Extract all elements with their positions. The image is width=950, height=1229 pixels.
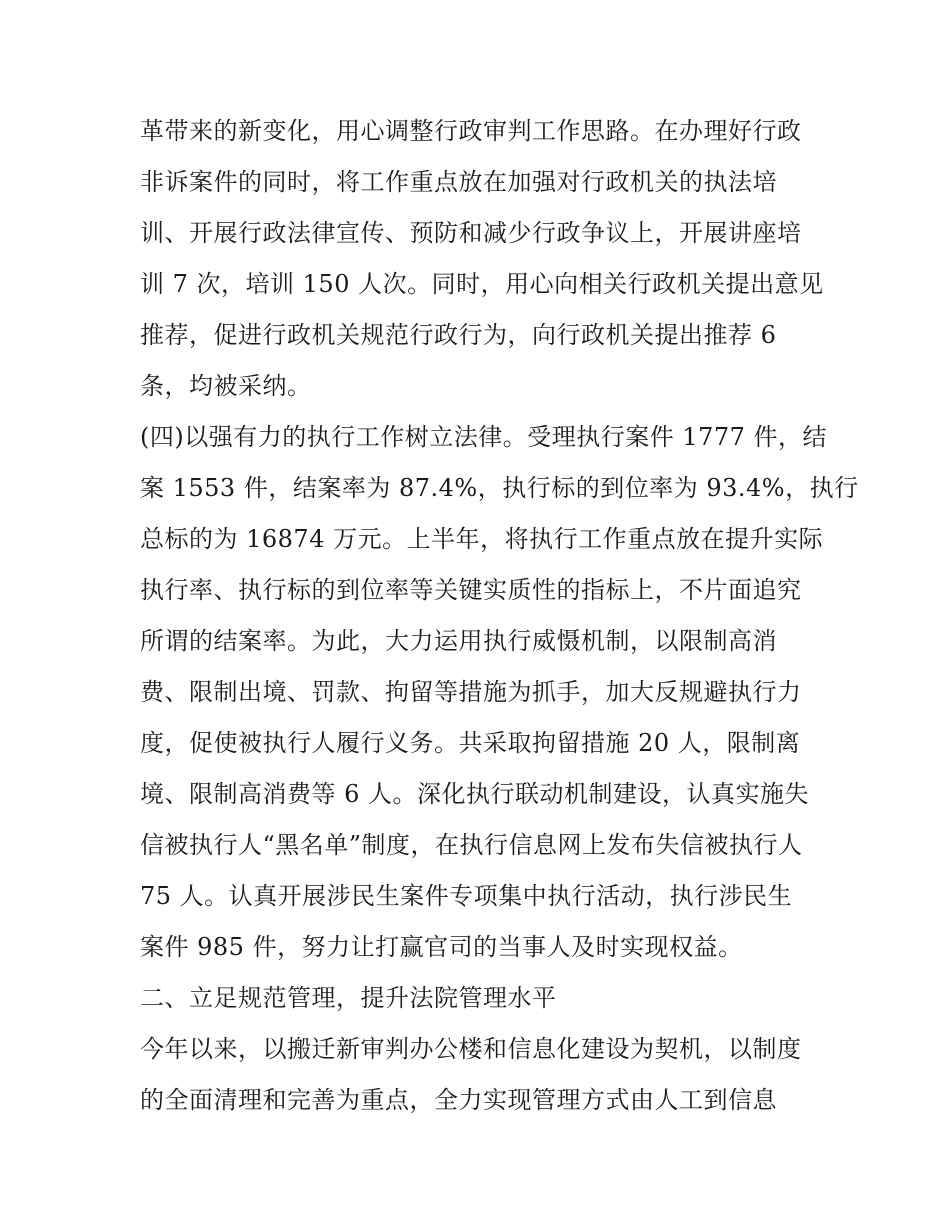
text-line: 信被执行人“黑名单”制度，在执行信息网上发布失信被执行人 [140,831,803,859]
text-line: 案 1553 件，结案率为 87.4%，执行标的到位率为 93.4%，执行 [140,474,859,502]
text-line: 境、限制高消费等 6 人。深化执行联动机制建设，认真实施失 [140,780,810,808]
section-heading: 二、立足规范管理，提升法院管理水平 [140,984,557,1012]
text-line: 75 人。认真开展涉民生案件专项集中执行活动，执行涉民生 [140,882,793,910]
text-line: 总标的为 16874 万元。上半年，将执行工作重点放在提升实际 [140,525,824,553]
text-line: 费、限制出境、罚款、拘留等措施为抓手，加大反规避执行力 [140,678,802,706]
text-line: 执行率、执行标的到位率等关键实质性的指标上，不片面追究 [140,576,802,604]
text-line: 的全面清理和完善为重点，全力实现管理方式由人工到信息 [140,1086,777,1114]
text-line: 条，均被采纳。 [140,372,312,400]
text-line: 推荐，促进行政机关规范行政行为，向行政机关提出推荐 6 [140,321,777,349]
document-body [140,106,859,1126]
section-heading-line: (四)以强有力的执行工作树立法律。受理执行案件 1777 件，结 [140,423,828,451]
text-line: 革带来的新变化，用心调整行政审判工作思路。在办理好行政 [140,117,802,145]
text-line: 训 7 次，培训 150 人次。同时，用心向相关行政机关提出意见 [140,270,824,298]
text-line: 今年以来，以搬迁新审判办公楼和信息化建设为契机，以制度 [140,1035,802,1063]
text-line: 度，促使被执行人履行义务。共采取拘留措施 20 人，限制离 [140,729,801,757]
text-line: 非诉案件的同时，将工作重点放在加强对行政机关的执法培 [140,168,777,196]
text-line: 所谓的结案率。为此，大力运用执行威慑机制，以限制高消 [140,627,777,655]
text-line: 训、开展行政法律宣传、预防和减少行政争议上，开展讲座培 [140,219,802,247]
text-line: 案件 985 件，努力让打赢官司的当事人及时实现权益。 [140,933,743,961]
